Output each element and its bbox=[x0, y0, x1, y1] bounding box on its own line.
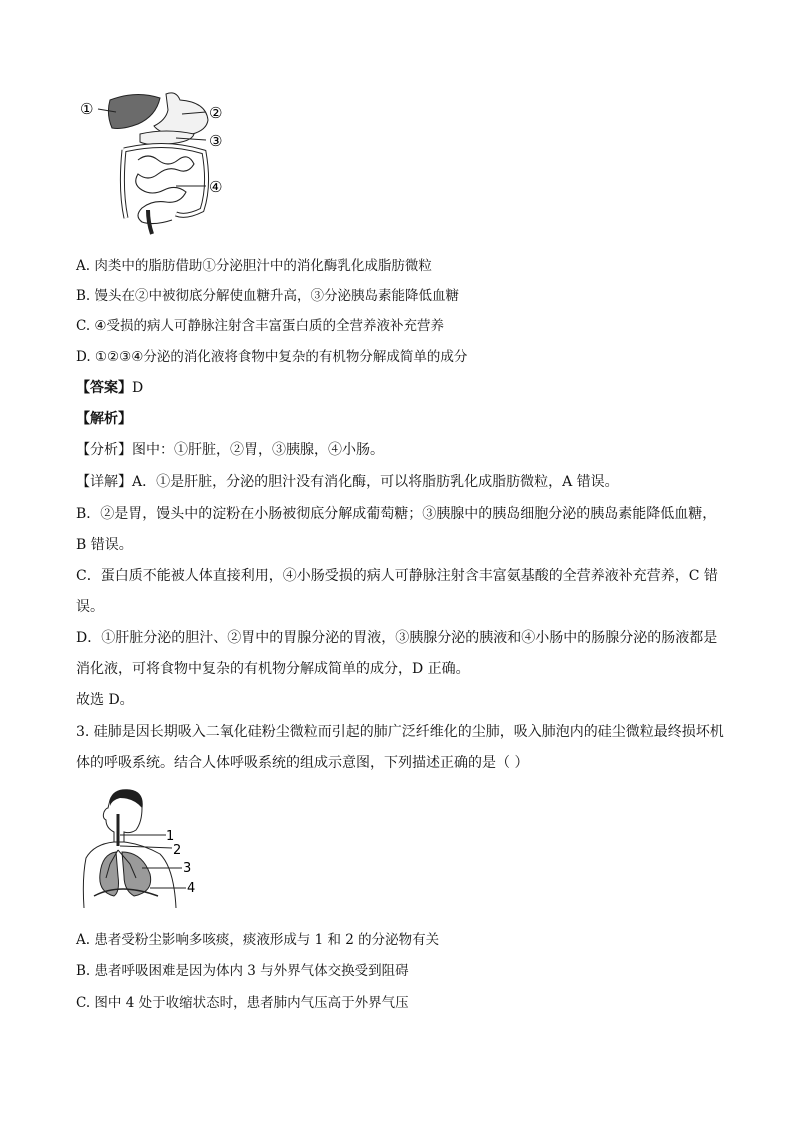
xiangjie-a-text: A．①是肝脏，分泌的胆汁没有消化酶，可以将脂肪乳化成脂肪微粒，A 错误。 bbox=[132, 474, 619, 490]
q2-option-b: B. 馒头在②中被彻底分解使血糖升高，③分泌胰岛素能降低血糖 bbox=[76, 288, 460, 304]
figure2-label-1: 1 bbox=[166, 829, 175, 844]
q2-option-c: C. ④受损的病人可静脉注射含丰富蛋白质的全营养液补充营养 bbox=[76, 318, 445, 334]
q3-stem-line-2: 体的呼吸系统。结合人体呼吸系统的组成示意图，下列描述正确的是（ ） bbox=[76, 755, 529, 771]
xiangjie-d-line-2: 消化液，可将食物中复杂的有机物分解成简单的成分，D 正确。 bbox=[76, 661, 470, 677]
answer-value: D bbox=[132, 380, 144, 396]
answer-line bbox=[76, 378, 726, 398]
xiangjie-d-line-1: D．①肝脏分泌的胆汁、②胃中的胃腺分泌的胃液，③胰腺分泌的胰液和④小肠中的肠腺分泌的肠液都是 bbox=[76, 630, 718, 646]
xiangjie-tag: 【详解】 bbox=[76, 474, 132, 490]
xiangjie-line bbox=[76, 472, 726, 492]
q3-option-c: C. 图中 4 处于收缩状态时，患者肺内气压高于外界气压 bbox=[76, 995, 409, 1011]
conclusion-line: 故选 D。 bbox=[76, 692, 134, 708]
q3-stem-line-1: 3. 硅肺是因长期吸入二氧化硅粉尘微粒而引起的肺广泛纤维化的尘肺，吸入肺泡内的硅尘微粒最终损坏机 bbox=[76, 724, 724, 740]
figure2-label-4: 4 bbox=[187, 881, 196, 896]
q3-option-b: B. 患者呼吸困难是因为体内 3 与外界气体交换受到阻碍 bbox=[76, 963, 409, 979]
fenxi-tag: 【分析】 bbox=[76, 442, 132, 458]
analysis-tag-line bbox=[76, 409, 726, 429]
fenxi-text: 图中：①肝脏，②胃，③胰腺，④小肠。 bbox=[132, 442, 384, 458]
xiangjie-c-line-1: C．蛋白质不能被人体直接利用，④小肠受损的病人可静脉注射含丰富氨基酸的全营养液补充营养，C 错 bbox=[76, 568, 718, 584]
xiangjie-c-line-2: 误。 bbox=[76, 599, 104, 615]
digestive-system-figure bbox=[76, 90, 236, 235]
figure1-label-1: ① bbox=[80, 100, 94, 118]
figure2-label-2: 2 bbox=[173, 843, 182, 858]
answer-tag: 【答案】 bbox=[76, 380, 132, 396]
respiratory-system-diagram bbox=[80, 788, 210, 910]
figure1-label-2: ② bbox=[209, 104, 223, 122]
q3-option-a: A. 患者受粉尘影响多咳痰，痰液形成与 1 和 2 的分泌物有关 bbox=[76, 932, 440, 948]
figure1-label-4: ④ bbox=[209, 178, 223, 196]
q2-option-d: D. ①②③④分泌的消化液将食物中复杂的有机物分解成简单的成分 bbox=[76, 349, 468, 365]
figure2-label-3: 3 bbox=[183, 861, 192, 876]
analysis-tag: 【解析】 bbox=[76, 411, 132, 427]
xiangjie-b-line-2: B 错误。 bbox=[76, 537, 133, 553]
xiangjie-b-line-1: B．②是胃，馒头中的淀粉在小肠被彻底分解成葡萄糖；③胰腺中的胰岛细胞分泌的胰岛素能降低血糖， bbox=[76, 506, 717, 522]
fenxi-line bbox=[76, 440, 726, 460]
figure1-label-3: ③ bbox=[209, 132, 223, 150]
respiratory-system-figure bbox=[80, 788, 210, 910]
digestive-system-diagram bbox=[76, 90, 236, 235]
q2-option-a: A. 肉类中的脂肪借助①分泌胆汁中的消化酶乳化成脂肪微粒 bbox=[76, 258, 432, 274]
